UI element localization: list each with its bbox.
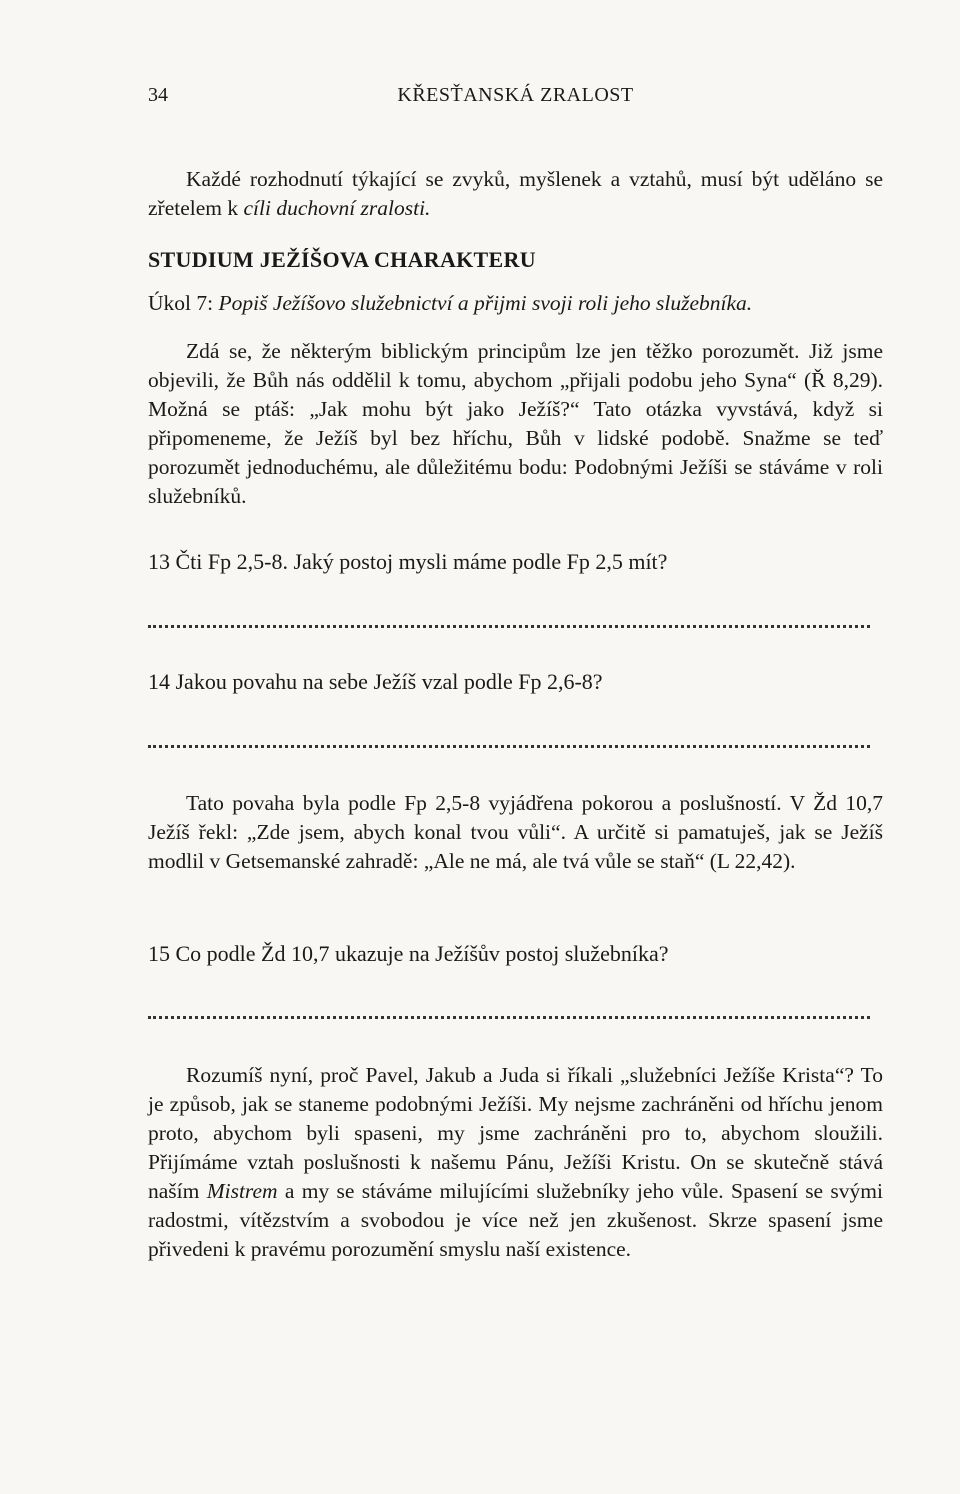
answer-line-14: [148, 741, 870, 748]
answer-line-15: [148, 1012, 870, 1019]
page-header: [148, 84, 883, 114]
question-14: 14 Jakou povahu na sebe Ježíš vzal podle Fp 2,6-8?: [148, 669, 603, 694]
paragraph-two: Tato povaha byla podle Fp 2,5-8 vyjádřena pokorou a poslušností. V Žd 10,7 Ježíš řekl: „Zde jsem, abych konal tvou vůli“. A určitě si pamatuješ, jak se Ježíš modlil v Getsemanské zahradě: „Ale ne má, ale tvá vůle se staň“ (L 22,42).: [148, 791, 883, 873]
paragraph-three: Rozumíš nyní, proč Pavel, Jakub a Juda si říkali „služebníci Ježíše Krista“? To je způsob, jak se staneme podobnými Ježíši. My nejsme zachráněni od hříchu jenom proto, abychom byli spaseni, my jsme zachráněni pro to, abychom sloužili. Přijímáme vztah poslušnosti k našemu Pánu, Ježíši Kristu. On se skutečně stává naším Mistrem a my se stáváme milujícími služebníky jeho vůle. Spasení se svými radostmi, vítězstvím a svobodou je více než jen zkušenost. Skrze spasení jsme přivedeni k pravému porozumění smyslu naší existence.: [148, 1063, 883, 1261]
intro-paragraph: Každé rozhodnutí týkající se zvyků, myšlenek a vztahů, musí být uděláno se zřetelem k cíli duchovní zralosti.: [148, 167, 883, 220]
task-line: Úkol 7: Popiš Ježíšovo služebnictví a přijmi svoji roli jeho služebníka.: [148, 291, 753, 315]
running-title: KŘESŤANSKÁ ZRALOST: [397, 84, 634, 106]
question-15: 15 Co podle Žd 10,7 ukazuje na Ježíšův postoj služebníka?: [148, 941, 669, 966]
question-13: 13 Čti Fp 2,5-8. Jaký postoj mysli máme podle Fp 2,5 mít?: [148, 549, 668, 574]
paragraph-one: Zdá se, že některým biblickým principům lze jen těžko porozumět. Již jsme objevili, že Bůh nás oddělil k tomu, abychom „přijali podobu jeho Syna“ (Ř 8,29). Možná se ptáš: „Jak mohu být jako Ježíš?“ Tato otázka vyvstává, když si připomeneme, že Ježíš byl bez hříchu, Bůh v lidské podobě. Snažme se teď porozumět jednoduchému, ale důležitému bodu: Podobnými Ježíši se stáváme v roli služebníků.: [148, 339, 883, 508]
section-heading: STUDIUM JEŽÍŠOVA CHARAKTERU: [148, 247, 536, 272]
page-number: 34: [148, 84, 168, 106]
answer-line-13: [148, 621, 870, 628]
